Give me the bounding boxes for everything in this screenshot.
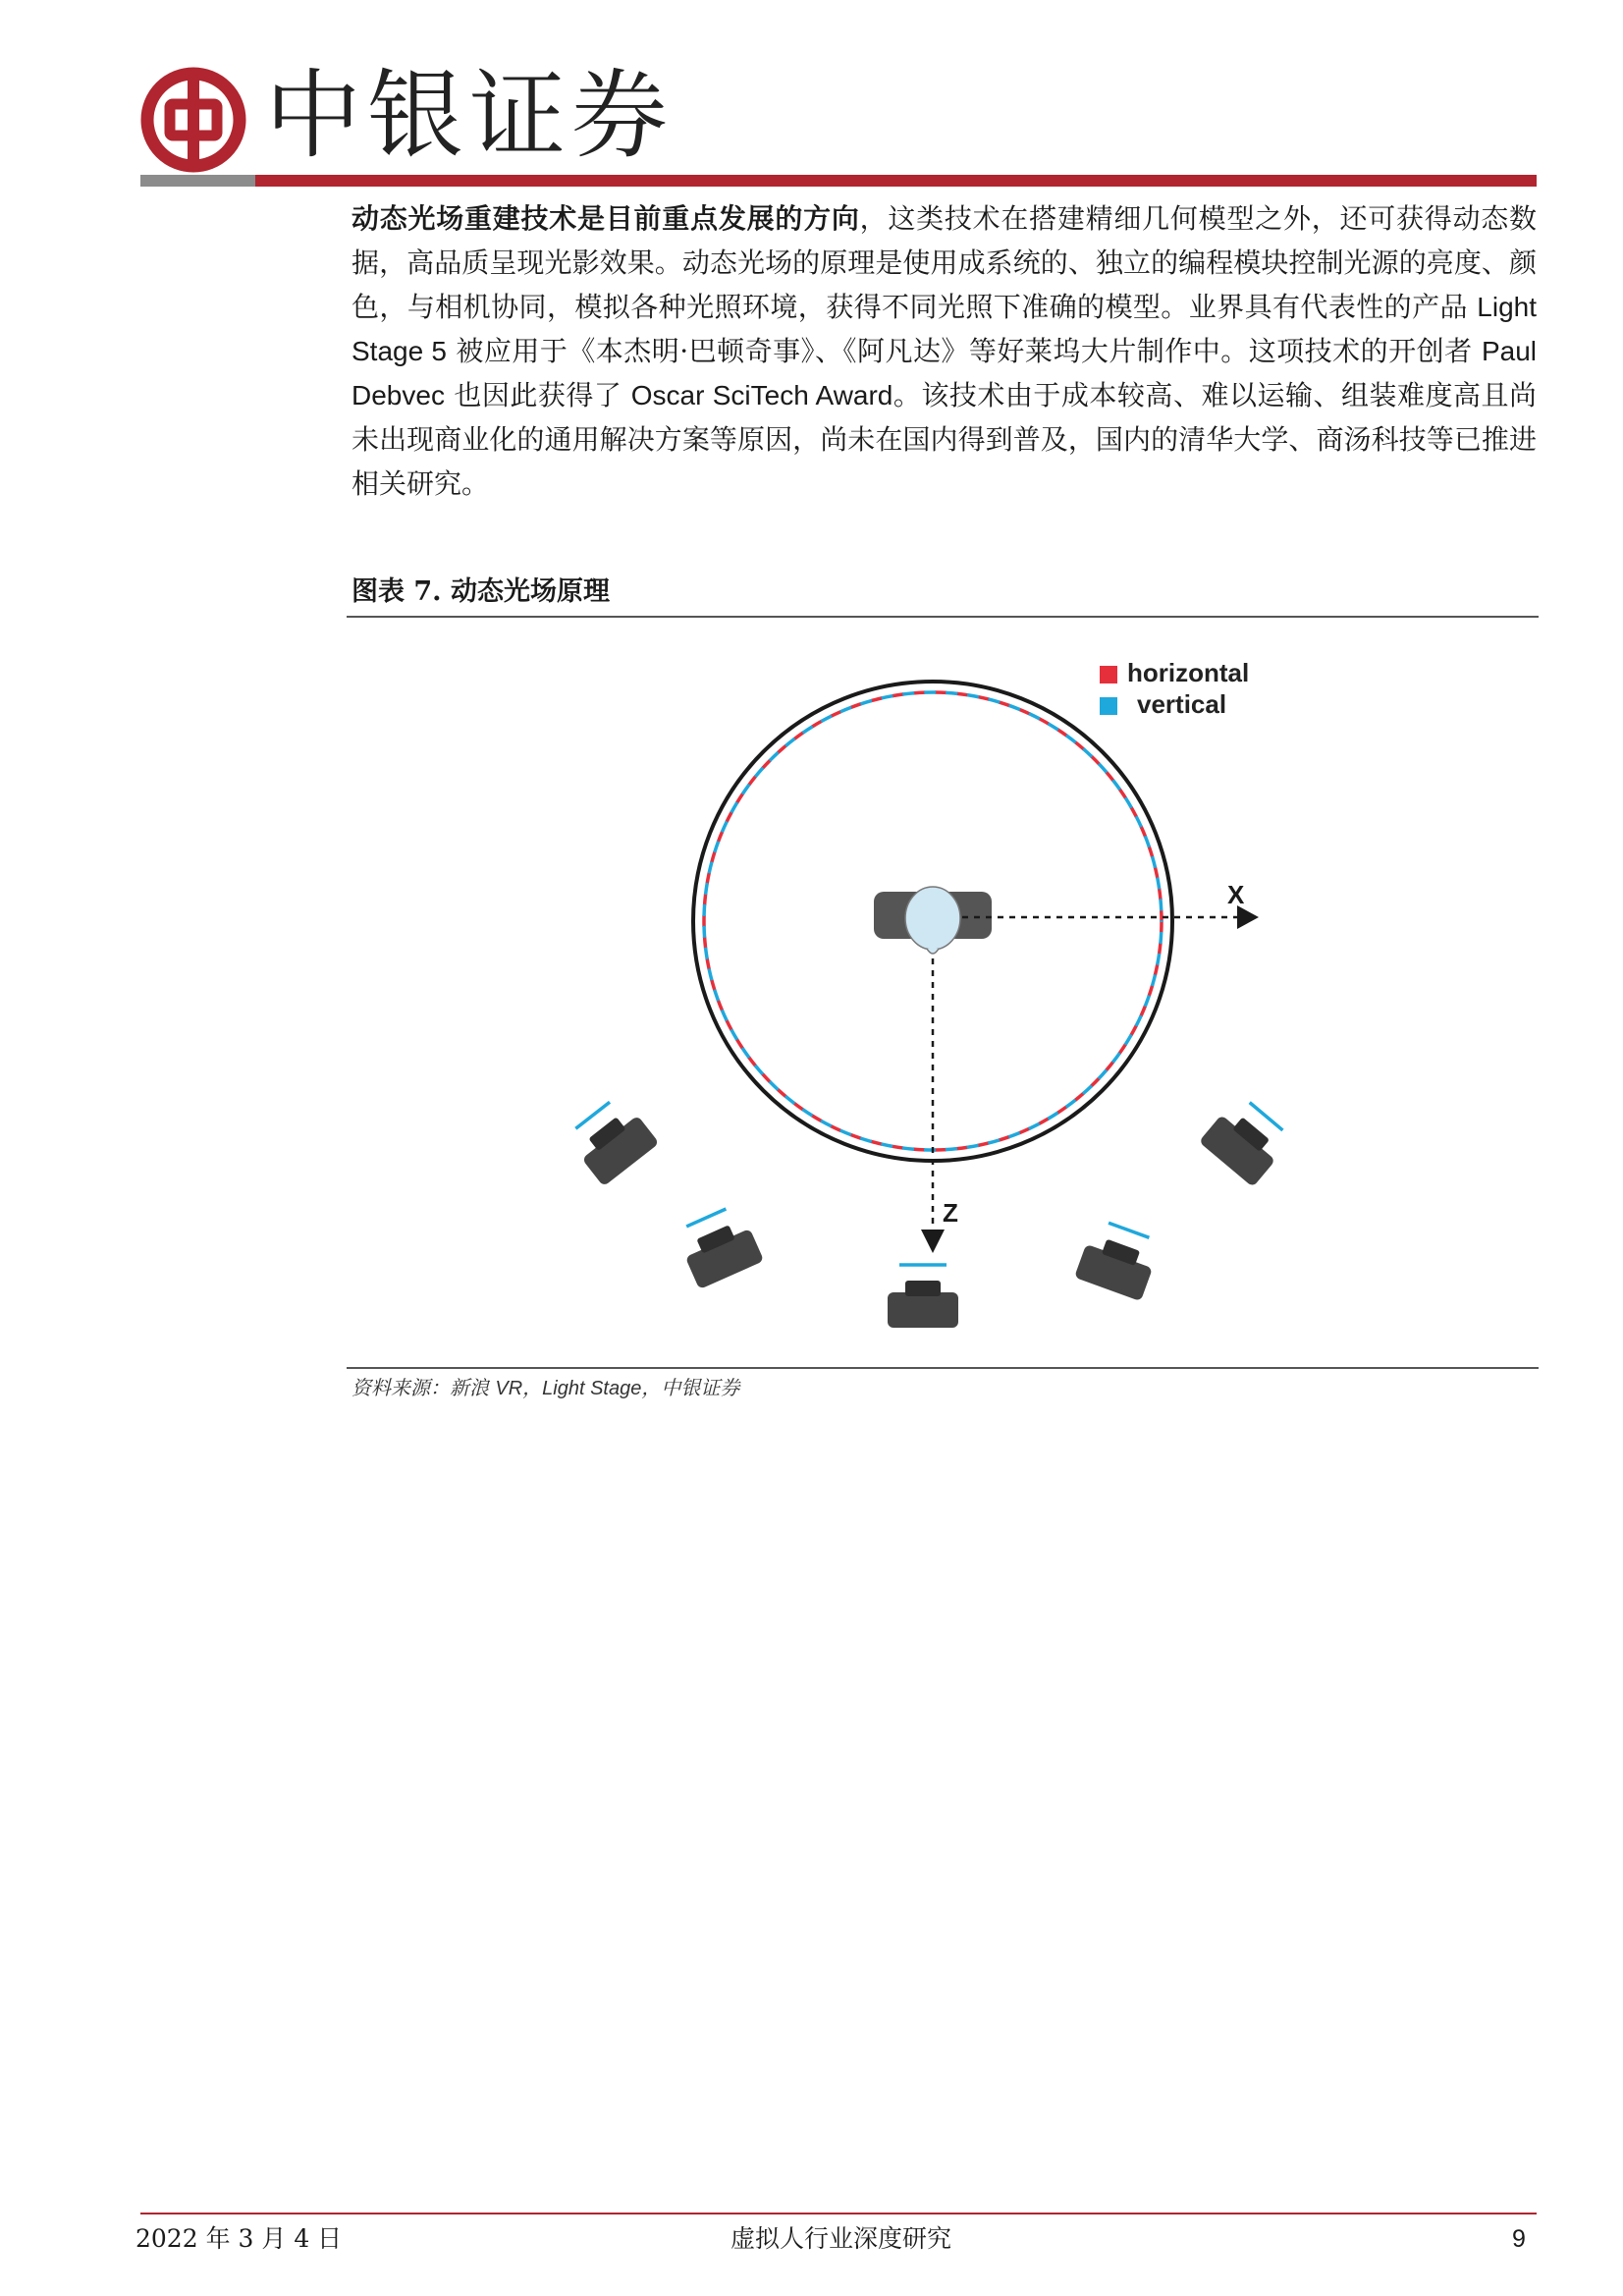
light-field-diagram (550, 629, 1335, 1355)
legend-swatch-vertical (1100, 697, 1117, 715)
camera-icon (565, 1094, 659, 1187)
header-rule-red (255, 175, 1537, 187)
camera-icon (1199, 1094, 1293, 1187)
para-text-2: 被应用于《本杰明·巴顿奇事》、《阿凡达》等好莱坞大片制作中。这项技术的开创者 (447, 335, 1482, 367)
subject-head-icon (874, 887, 992, 954)
source-suffix: 中银证券 (661, 1376, 740, 1399)
legend-label-vertical: vertical (1137, 689, 1227, 719)
x-axis-label: X (1227, 880, 1245, 909)
page-number: 9 (1512, 2225, 1526, 2253)
para-text-1: ，这类技术在搭建精细几何模型之外，还可获得动态数据，高品质呈现光影效果。动态光场的原理是使用成系统的、独立的编程模块控制光源的亮度、颜色，与相机协同，模拟各种光照环境，获得不同光照下准确的模型。业界具有代表性的产品 (352, 202, 1537, 323)
product-name: Light Stage 5 (352, 292, 1537, 366)
source-separator: ， (641, 1376, 662, 1399)
camera-icon (888, 1265, 958, 1328)
body-paragraph (352, 196, 1537, 506)
company-logo-icon (140, 67, 246, 173)
camera-icon (1074, 1218, 1163, 1301)
footer-report-title: 虚拟人行业深度研究 (730, 2224, 952, 2253)
award-name: Oscar SciTech Award (630, 380, 893, 410)
lead-sentence: 动态光场重建技术是目前重点发展的方向 (352, 202, 860, 235)
legend-label-horizontal: horizontal (1127, 658, 1250, 687)
source-prefix: 资料来源：新浪 (352, 1376, 496, 1399)
figure-source (352, 1373, 739, 1403)
z-axis-arrowhead (921, 1230, 945, 1253)
z-axis-label: Z (943, 1198, 958, 1228)
figure-rule-bottom (347, 1367, 1539, 1369)
figure-rule-top (347, 616, 1539, 618)
company-name: 中银证券 (265, 60, 675, 172)
footer-date: 2022 年 3 月 4 日 (135, 2224, 343, 2253)
source-separator: ， (522, 1376, 543, 1399)
source-vr: VR (495, 1378, 523, 1399)
figure-title: 图表 7. 动态光场原理 (352, 576, 610, 607)
pioneer-name: Paul Debvec (352, 336, 1537, 410)
footer-rule (140, 2213, 1537, 2214)
camera-icon (674, 1203, 764, 1289)
para-text-3: 也因此获得了 (444, 379, 631, 411)
para-text-4: 。该技术由于成本较高、难以运输、组装难度高且尚未出现商业化的通用解决方案等原因，尚未在国内得到普及，国内的清华大学、商汤科技等已推进相关研究。 (352, 379, 1537, 500)
header-rule-gray (140, 175, 255, 187)
legend-swatch-horizontal (1100, 666, 1117, 683)
source-light-stage: Light Stage (542, 1378, 642, 1399)
